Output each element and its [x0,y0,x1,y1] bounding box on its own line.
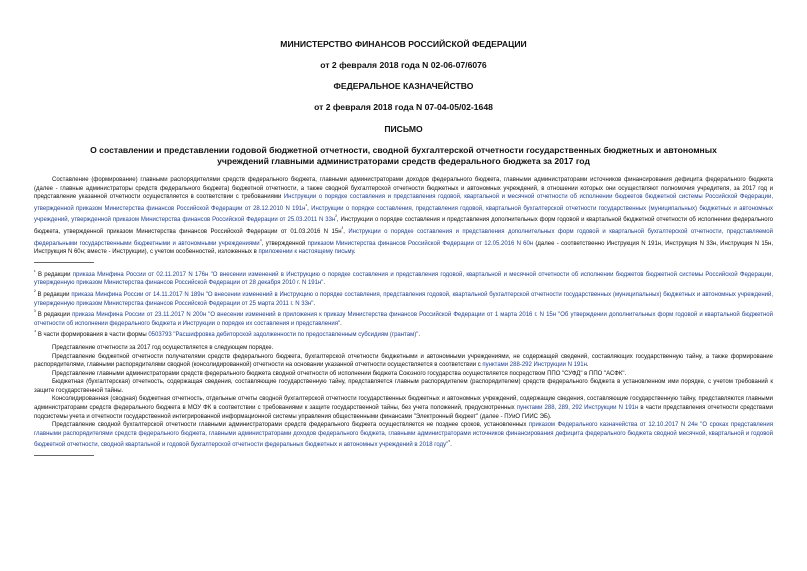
paragraph-recipients: Представление бюджетной отчетности получателями средств федерального бюджета, бухгалтерской отчетности бюджетными и автономными учреждениями, не содержащей сведений, составляющих государственную тайну, а также формирование распорядителями, главными распорядителями сводной (консолидированной) отчетности на основании указанной отчетности осуществляется в соответствии с пунктами 288-292 Инструкции N 191н. [34,353,773,369]
paragraph-procedure: Представление отчетности за 2017 год осуществляется в следующем порядке. [52,344,274,351]
footnote-divider [34,262,94,263]
link-footnote-order-189n[interactable]: приказа Минфина России от 14.11.2017 N 189н "О внесении изменений в Инструкцию о порядке составления, представления годовой, квартальной бухгалтерской отчетности государственных (муниципальных) бюджетных и автономных учреждений, утвержденную приказом Министерства финансов Российской Федерации от 25 марта 2011 г. N 33н" [34,291,773,307]
link-instruction-additional-forms[interactable]: Инструкции о порядке составления и представления дополнительных форм годовой и квартальной бухгалтерской отчетности, представляемой федеральными государственными бюджетными и автономными учреждениями [34,228,773,247]
link-footnote-order-176n[interactable]: приказа Минфина России от 02.11.2017 N 176н "О внесении изменений в Инструкцию о порядке составления и представления годовой, квартальной и месячной отчетности об исполнении бюджетов бюджетной системы Российской Федерации, утвержденную приказом Министерства финансов Российской Федерации от 28 декабря 2010 г. N 191н" [34,271,773,287]
footnote-4: $^{^4}$ В части формирования в части формы 0503793 "Расшифровка дебиторской задолженности по предоставленным субсидиям (грантам)". [34,329,420,339]
link-appendix[interactable]: приложении к настоящему письму [258,249,354,256]
document-type: ПИСЬМО [384,124,423,134]
ministry-name: МИНИСТЕРСТВО ФИНАНСОВ РОССИЙСКОЙ ФЕДЕРАЦИИ [280,39,527,49]
paragraph-consolidated: Консолидированная (сводная) бюджетная отчетность, отдельные отчеты сводной бухгалтерской отчетности государственных бюджетных и автономных учреждений, содержащие сведения, составляющие государственную тайну, представляются главными администраторами средств федерального бюджета в МОУ ФК в соответствии с требованиями к защите государственной тайны, без учета положений, предусмотренных пунктами 288, 289, 292 Инструкции N 191н в части представления отчетности средствами подсистемы учета и отчетности государственной интегрированной информационной системы управления общественными финансами "Электронный бюджет" (далее - ПУиО ГИИС ЭБ). [34,396,773,420]
ministry-letter-ref: от 2 февраля 2018 года N 02-06-07/6076 [320,60,487,70]
document-title: О составлении и представлении годовой бюджетной отчетности, сводной бухгалтерской отчетности государственных бюджетных и автономных учреждений главными администраторами средств федерального бюджета за 2017 год [90,145,717,166]
link-instruction-33n[interactable]: Инструкции о порядке составления, представления годовой, квартальной бухгалтерской отчетности государственных (муниципальных) бюджетных и автономных учреждений, утвержденной приказом Министерства финансов Российской Федерации от 25.03.2011 N 33н [34,205,773,224]
footnote-2: $^{^2}$ В редакции приказа Минфина России от 14.11.2017 N 189н "О внесении изменений в Инструкцию о порядке составления, представления годовой, квартальной бухгалтерской отчетности государственных (муниципальных) бюджетных и автономных учреждений, утвержденную приказом Министерства финансов Российской Федерации от 25 марта 2011 г. N 33н". [34,288,773,307]
link-instruction-191n[interactable]: Инструкции о порядке составления и представления годовой, квартальной и месячной отчетности об исполнении бюджетов бюджетной системы Российской Федерации, утвержденной приказом Министерства финансов Российской Федерации от 28.12.2010 N 191н [34,194,773,212]
link-treasury-order-24n[interactable]: приказом Федерального казначейства от 12.10.2017 N 24н "О сроках представления главными распорядителями средств федерального бюджета, главными администраторами доходов федерального бюджета, главными администраторами источников финансирования дефицита федерального бюджета сводной месячной, квартальной и годовой бюджетной отчетности, сводной квартальной и годовой бухгалтерской отчетности федеральных бюджетных и автономных учреждений в 2018 году" [34,422,773,449]
footnote-3: $^{^3}$ В редакции приказа Минфина России от 23.11.2017 N 200н "О внесении изменений в приложения к приказу Министерства финансов Российской Федерации от 1 марта 2016 г. N 15н "Об утверждении дополнительных форм годовой и квартальной бюджетной отчетности об исполнении федерального бюджета и Инструкции о порядке их составления и представления". [34,309,773,327]
document-body [34,176,773,456]
link-order-60n[interactable]: приказом Министерства финансов Российской Федерации от 12.05.2016 N 60н [307,240,534,247]
footnote-divider-2 [34,455,94,456]
footnote-1: $^{^1}$ В редакции приказа Минфина России от 02.11.2017 N 176н "О внесении изменений в Инструкцию о порядке составления и представления годовой, квартальной и месячной отчетности об исполнении бюджетов бюджетной системы Российской Федерации, утвержденную приказом Министерства финансов Российской Федерации от 28 декабря 2010 г. N 191н". [34,268,773,287]
treasury-name: ФЕДЕРАЛЬНОЕ КАЗНАЧЕЙСТВО [333,81,474,91]
link-points-288-289-292[interactable]: пунктами 288, 289, 292 Инструкции N 191н [516,405,639,412]
paragraph-state-secret: Бюджетная (бухгалтерская) отчетность, содержащая сведения, составляющие государственную тайну, представляется главным распорядителем (распорядителем) средств федерального бюджета в установленном ими порядке, с учетом требований к защите государственной тайны. [34,379,773,394]
link-footnote-form-0503793[interactable]: 0503793 "Расшифровка дебиторской задолженности по предоставленным субсидиям (грантам)" [148,332,419,339]
link-footnote-order-200n[interactable]: приказа Минфина России от 23.11.2017 N 200н "О внесении изменений в приложения к приказу Министерства финансов Российской Федерации от 1 марта 2016 г. N 15н "Об утверждении дополнительных форм годовой и квартальной бюджетной отчетности об исполнении федерального бюджета и Инструкции о порядке их составления и представления" [34,312,773,327]
link-points-288-292[interactable]: пунктами 288-292 Инструкции N 191н [482,362,587,369]
paragraph-union-state: Представление главными администраторами средств федерального бюджета сводной отчетности об исполнении бюджета Союзного государства осуществляется посредством ППО "СУФД" в ППО "АСФК". [52,370,627,377]
treasury-letter-ref: от 2 февраля 2018 года N 07-04-05/02-1648 [314,102,493,112]
paragraph-intro: Составление (формирование) главными распорядителями средств федерального бюджета, главными администраторами доходов федерального бюджета, главными администраторами источников финансирования дефицита федерального бюджета (далее - главные администраторы средств федерального бюджета) бюджетной отчетности, а также сводной бухгалтерской отчетности бюджетных и автономных учреждений, в отношении которых они осуществляют полномочия учредителя, за 2017 год и представление указанной отчетности осуществляется в соответствии с требованиями Инструкции о порядке составления и представления годовой, квартальной и месячной отчетности об исполнении бюджетов бюджетной системы Российской Федерации, утвержденной приказом Министерства финансов Российской Федерации от 28.12.2010 N $191н^{^1}$, Инструкции о порядке составления, представления годовой, квартальной бухгалтерской отчетности государственных (муниципальных) бюджетных и автономных учреждений, утвержденной приказом Министерства финансов Российской Федерации от 25.03.2011 N $33н^{^2}$, Инструкции о порядке составления и представления дополнительных форм годовой и квартальной бюджетной отчетности об исполнении федерального бюджета, утвержденной приказом Министерства финансов Российской Федерации от 01.03.2016 N $15н^{^3}$, Инструкции о порядке составления и представления дополнительных форм годовой и квартальной бухгалтерской отчетности, представляемой федеральными государственными бюджетными и автономными учреждениями$^{^4}$, утвержденной приказом Министерства финансов Российской Федерации от 12.05.2016 N 60н (далее - соответственно Инструкция N 191н, Инструкция N 33н, Инструкция N 15н, Инструкция N 60н; вместе - Инструкции), с учетом особенностей, изложенных в приложении к настоящему письму. [34,177,773,256]
paragraph-deadlines: Представление сводной бухгалтерской отчетности главными администраторами средств федерального бюджета осуществляется не позднее сроков, установленных приказом Федерального казначейства от 12.10.2017 N 24н "О сроках представления главными распорядителями средств федерального бюджета, главными администраторами доходов федерального бюджета, главными администраторами источников финансирования дефицита федерального бюджета сводной месячной, квартальной и годовой бюджетной отчетности, сводной квартальной и годовой бухгалтерской отчетности федеральных бюджетных и автономных учреждений в 2018 году"$^{^5}$. [34,422,773,449]
